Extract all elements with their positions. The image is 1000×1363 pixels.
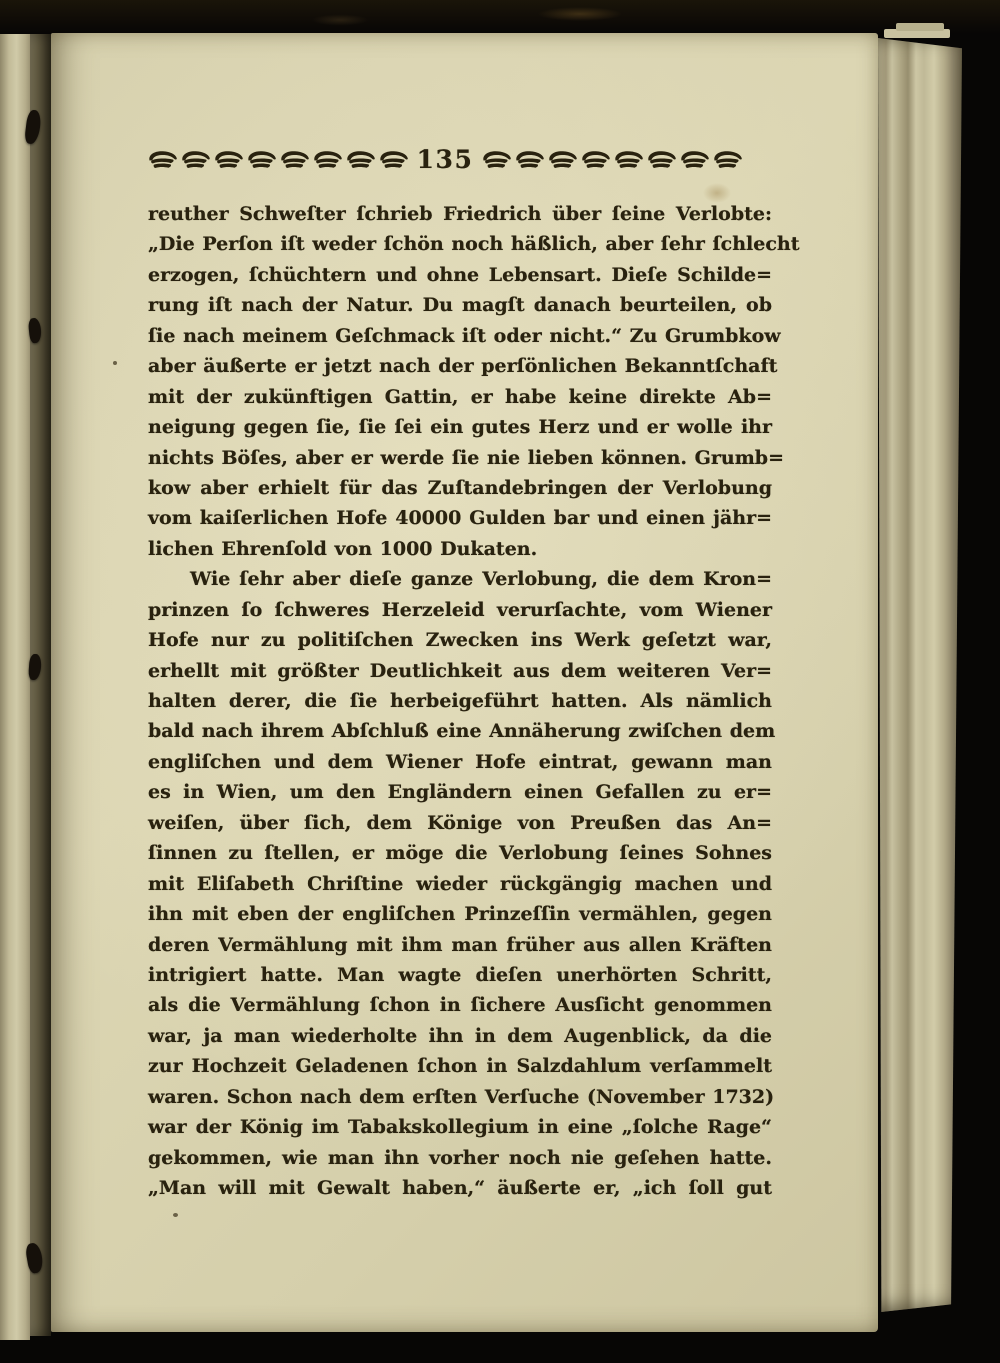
text-line: intrigiert hatte. Man wagte dieſen unerhörten Schritt, bbox=[148, 963, 772, 986]
text-line: mit der zukünftigen Gattin, er habe keine direkte Ab= bbox=[148, 385, 772, 408]
scroll-ornament-icon bbox=[513, 150, 545, 169]
page-stack-step bbox=[896, 23, 944, 31]
text-line: „Man will mit Gewalt haben,“ äußerte er, „ich ſoll gut bbox=[148, 1177, 772, 1199]
text-line: erzogen, ſchüchtern und ohne Lebensart. Dieſe Schilde= bbox=[148, 263, 772, 286]
page-stack-edge bbox=[878, 38, 962, 1312]
scroll-ornament-icon bbox=[245, 150, 277, 169]
text-line: mit Eliſabeth Chriſtine wieder rückgängig machen und bbox=[148, 872, 772, 895]
scroll-ornament-icon bbox=[579, 150, 611, 169]
text-line: „Die Perſon iſt weder ſchön noch häßlich, aber ſehr ſchlecht bbox=[148, 233, 800, 256]
text-line: ſinnen zu ſtellen, er möge die Verlobung ſeines Sohnes bbox=[148, 842, 772, 865]
book-page bbox=[51, 33, 878, 1332]
page-number: 135 bbox=[416, 144, 474, 174]
text-line: deren Vermählung mit ihm man früher aus allen Kräften bbox=[148, 933, 772, 956]
text-line: rung iſt nach der Natur. Du magſt danach beurteilen, ob bbox=[148, 294, 772, 317]
scroll-ornament-icon bbox=[311, 150, 343, 169]
text-line: Wie ſehr aber dieſe ganze Verlobung, die dem Kron= bbox=[190, 568, 772, 591]
text-line: neigung gegen ſie, ſie ſei ein gutes Herz und er wolle ihr bbox=[148, 416, 772, 439]
text-line: vom kaiſerlichen Hofe 40000 Gulden bar und einen jähr= bbox=[148, 507, 772, 530]
scroll-ornament-icon bbox=[146, 150, 178, 169]
text-line: als die Vermählung ſchon in ſichere Ausſicht genommen bbox=[148, 994, 772, 1017]
book-cover-edge bbox=[0, 0, 1000, 34]
scroll-ornament-icon bbox=[344, 150, 376, 169]
paper-speck bbox=[173, 1213, 178, 1217]
text-line: war, ja man wiederholte ihn in dem Augenblick, da die bbox=[148, 1024, 772, 1047]
facing-page-edge bbox=[0, 34, 30, 1340]
scroll-ornament-icon bbox=[678, 150, 710, 169]
text-line: halten derer, die ſie herbeigeführt hatten. Als nämlich bbox=[148, 690, 772, 712]
scroll-ornament-icon bbox=[179, 150, 211, 169]
page-text bbox=[148, 199, 800, 1203]
text-line: war der König im Tabakskollegium in eine „ſolche Rage“ bbox=[148, 1116, 772, 1139]
text-line: es in Wien, um den Engländern einen Gefallen zu er= bbox=[148, 781, 772, 804]
header-ornament-left bbox=[146, 150, 410, 169]
text-line: bald nach ihrem Abſchluß eine Annäherung zwiſchen dem bbox=[148, 720, 776, 743]
paper-speck bbox=[113, 361, 117, 365]
text-line: reuther Schweſter ſchrieb Friedrich über ſeine Verlobte: bbox=[148, 203, 772, 225]
text-line: weiſen, über ſich, dem Könige von Preußen das An= bbox=[148, 811, 772, 834]
scroll-ornament-icon bbox=[546, 150, 578, 169]
header-ornament-right bbox=[480, 150, 744, 169]
text-line: kow aber erhielt für das Zuſtandebringen der Verlobung bbox=[148, 476, 772, 499]
scroll-ornament-icon bbox=[278, 150, 310, 169]
text-line: ihn mit eben der engliſchen Prinzeſſin vermählen, gegen bbox=[148, 903, 772, 926]
scroll-ornament-icon bbox=[711, 150, 743, 169]
scroll-ornament-icon bbox=[480, 150, 512, 169]
text-line: lichen Ehrenſold von 1000 Dukaten. bbox=[148, 537, 538, 560]
scroll-ornament-icon bbox=[645, 150, 677, 169]
scroll-ornament-icon bbox=[377, 150, 409, 169]
text-line: erhellt mit größter Deutlichkeit aus dem weiteren Ver= bbox=[148, 659, 772, 682]
scroll-ornament-icon bbox=[612, 150, 644, 169]
text-line: Hofe nur zu politiſchen Zwecken ins Werk geſetzt war, bbox=[148, 629, 772, 652]
text-line: gekommen, wie man ihn vorher noch nie geſehen hatte. bbox=[148, 1146, 772, 1169]
paper-stain bbox=[703, 183, 731, 203]
text-line: zur Hochzeit Geladenen ſchon in Salzdahlum verſammelt bbox=[148, 1055, 772, 1078]
scroll-ornament-icon bbox=[212, 150, 244, 169]
text-line: engliſchen und dem Wiener Hofe eintrat, gewann man bbox=[148, 750, 772, 773]
page-header bbox=[146, 142, 744, 176]
text-line: waren. Schon nach dem erſten Verſuche (November 1732) bbox=[148, 1085, 775, 1108]
text-line: aber äußerte er jetzt nach der perſönlichen Bekanntſchaft bbox=[148, 355, 778, 378]
binding-gutter bbox=[30, 34, 51, 1336]
text-line: ſie nach meinem Geſchmack iſt oder nicht.“ Zu Grumbkow bbox=[148, 324, 781, 347]
text-line: nichts Böſes, aber er werde ſie nie lieben können. Grumb= bbox=[148, 446, 784, 469]
text-line: prinzen ſo ſchweres Herzeleid verurſachte, vom Wiener bbox=[148, 598, 772, 621]
